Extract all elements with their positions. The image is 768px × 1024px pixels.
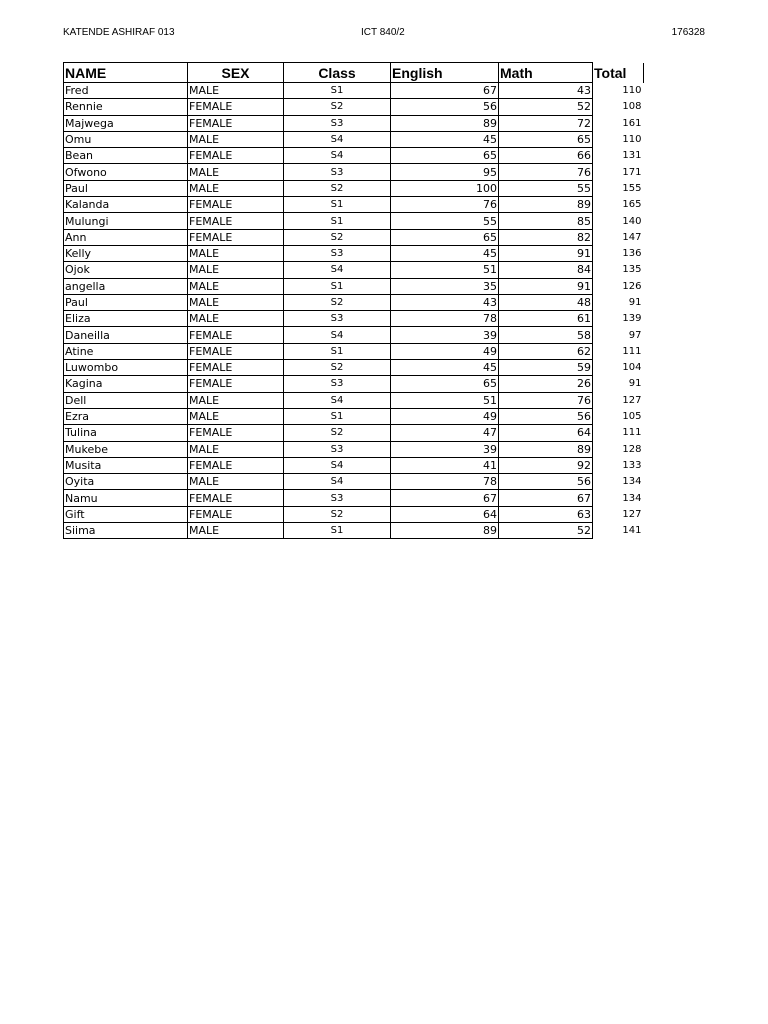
cell-math: 89: [499, 441, 593, 457]
cell-math: 48: [499, 294, 593, 310]
cell-english: 56: [391, 99, 499, 115]
cell-math: 92: [499, 457, 593, 473]
column-header-name: NAME: [64, 63, 188, 83]
cell-sex: MALE: [188, 392, 284, 408]
cell-english: 89: [391, 115, 499, 131]
header-student-name: KATENDE ASHIRAF 013: [63, 27, 175, 38]
table-row: [64, 262, 644, 278]
cell-math: 89: [499, 197, 593, 213]
cell-sex: FEMALE: [188, 506, 284, 522]
cell-name: Ojok: [64, 262, 188, 278]
cell-class: S4: [284, 392, 391, 408]
cell-class: S3: [284, 164, 391, 180]
cell-name: Mukebe: [64, 441, 188, 457]
cell-english: 43: [391, 294, 499, 310]
header-row: [64, 63, 644, 83]
cell-total: 131: [622, 150, 642, 162]
cell-sex: MALE: [188, 311, 284, 327]
cell-math: 59: [499, 360, 593, 376]
cell-name: Bean: [64, 148, 188, 164]
cell-name: Luwombo: [64, 360, 188, 376]
cell-english: 67: [391, 490, 499, 506]
table-row: [64, 83, 644, 99]
table-row: [64, 229, 644, 245]
cell-sex: MALE: [188, 131, 284, 147]
results-table: [63, 62, 644, 539]
cell-english: 64: [391, 506, 499, 522]
cell-total: 91: [628, 297, 642, 308]
cell-english: 89: [391, 523, 499, 539]
cell-sex: MALE: [188, 523, 284, 539]
cell-total: 108: [622, 101, 642, 113]
cell-english: 55: [391, 213, 499, 229]
cell-class: S3: [284, 115, 391, 131]
cell-name: Musita: [64, 457, 188, 473]
cell-class: S1: [284, 213, 391, 229]
cell-total: 111: [622, 427, 642, 439]
cell-name: Fred: [64, 83, 188, 99]
cell-english: 35: [391, 278, 499, 294]
cell-class: S4: [284, 457, 391, 473]
cell-sex: MALE: [188, 294, 284, 310]
cell-total: 165: [622, 199, 642, 211]
cell-total: 104: [622, 362, 642, 374]
header-paper-code: ICT 840/2: [361, 27, 405, 38]
cell-class: S2: [284, 294, 391, 310]
table-row: [64, 490, 644, 506]
cell-total: 155: [622, 182, 642, 194]
cell-name: Tulina: [64, 425, 188, 441]
cell-sex: MALE: [188, 278, 284, 294]
cell-class: S3: [284, 441, 391, 457]
cell-name: angella: [64, 278, 188, 294]
cell-math: 62: [499, 343, 593, 359]
cell-math: 82: [499, 229, 593, 245]
table-row: [64, 506, 644, 522]
cell-name: Rennie: [64, 99, 188, 115]
cell-english: 65: [391, 229, 499, 245]
cell-total: 161: [622, 117, 642, 129]
table-row: [64, 441, 644, 457]
cell-math: 56: [499, 474, 593, 490]
cell-name: Namu: [64, 490, 188, 506]
cell-math: 84: [499, 262, 593, 278]
table-row: [64, 148, 644, 164]
column-header-math: Math: [499, 63, 593, 83]
cell-sex: FEMALE: [188, 376, 284, 392]
cell-math: 65: [499, 131, 593, 147]
cell-math: 26: [499, 376, 593, 392]
cell-sex: MALE: [188, 180, 284, 196]
cell-total: 136: [622, 248, 642, 260]
column-header-class: Class: [284, 63, 391, 83]
cell-class: S3: [284, 490, 391, 506]
cell-math: 52: [499, 523, 593, 539]
table-row: [64, 408, 644, 424]
cell-math: 76: [499, 392, 593, 408]
cell-total: 141: [622, 525, 642, 537]
column-header-english: English: [391, 63, 499, 83]
cell-total: 134: [622, 492, 642, 504]
cell-english: 95: [391, 164, 499, 180]
cell-english: 51: [391, 392, 499, 408]
cell-name: Ann: [64, 229, 188, 245]
cell-name: Eliza: [64, 311, 188, 327]
cell-class: S2: [284, 180, 391, 196]
cell-name: Omu: [64, 131, 188, 147]
cell-name: Kalanda: [64, 197, 188, 213]
cell-english: 78: [391, 474, 499, 490]
table-row: [64, 343, 644, 359]
cell-name: Siima: [64, 523, 188, 539]
cell-name: Atine: [64, 343, 188, 359]
cell-name: Kelly: [64, 245, 188, 261]
cell-class: S4: [284, 262, 391, 278]
cell-class: S1: [284, 197, 391, 213]
cell-english: 65: [391, 376, 499, 392]
table-row: [64, 311, 644, 327]
cell-sex: MALE: [188, 408, 284, 424]
cell-name: Paul: [64, 294, 188, 310]
cell-class: S2: [284, 506, 391, 522]
cell-total: 127: [622, 508, 642, 520]
cell-english: 100: [391, 180, 499, 196]
cell-math: 56: [499, 408, 593, 424]
cell-class: S2: [284, 99, 391, 115]
cell-class: S1: [284, 83, 391, 99]
cell-class: S2: [284, 425, 391, 441]
cell-total: 133: [622, 459, 642, 471]
table-row: [64, 99, 644, 115]
table-row: [64, 327, 644, 343]
cell-math: 61: [499, 311, 593, 327]
table-row: [64, 474, 644, 490]
cell-math: 66: [499, 148, 593, 164]
cell-class: S4: [284, 327, 391, 343]
cell-sex: FEMALE: [188, 115, 284, 131]
table-row: [64, 523, 644, 539]
cell-name: Kagina: [64, 376, 188, 392]
cell-total: 127: [622, 394, 642, 406]
cell-sex: FEMALE: [188, 99, 284, 115]
table-row: [64, 392, 644, 408]
cell-math: 85: [499, 213, 593, 229]
cell-math: 43: [499, 83, 593, 99]
cell-sex: FEMALE: [188, 197, 284, 213]
cell-english: 47: [391, 425, 499, 441]
cell-math: 91: [499, 278, 593, 294]
cell-sex: FEMALE: [188, 229, 284, 245]
cell-english: 39: [391, 441, 499, 457]
header-index-number: 176328: [671, 27, 705, 38]
table-row: [64, 360, 644, 376]
table-row: [64, 376, 644, 392]
cell-math: 52: [499, 99, 593, 115]
cell-english: 49: [391, 343, 499, 359]
cell-sex: MALE: [188, 245, 284, 261]
cell-math: 91: [499, 245, 593, 261]
cell-english: 45: [391, 245, 499, 261]
table-row: [64, 425, 644, 441]
cell-name: Dell: [64, 392, 188, 408]
cell-total: 134: [622, 476, 642, 488]
cell-total: 140: [622, 215, 642, 227]
cell-sex: FEMALE: [188, 360, 284, 376]
cell-math: 58: [499, 327, 593, 343]
cell-total: 135: [622, 264, 642, 276]
cell-math: 64: [499, 425, 593, 441]
cell-total: 147: [622, 231, 642, 243]
cell-total: 139: [622, 313, 642, 325]
cell-total: 91: [628, 378, 642, 390]
table-row: [64, 131, 644, 147]
cell-math: 63: [499, 506, 593, 522]
table-row: [64, 115, 644, 131]
cell-class: S1: [284, 523, 391, 539]
cell-class: S4: [284, 131, 391, 147]
cell-math: 76: [499, 164, 593, 180]
cell-sex: MALE: [188, 83, 284, 99]
cell-total: 126: [622, 280, 642, 292]
cell-name: Gift: [64, 506, 188, 522]
table-row: [64, 457, 644, 473]
cell-math: 55: [499, 180, 593, 196]
cell-name: Paul: [64, 180, 188, 196]
cell-name: Mulungi: [64, 213, 188, 229]
cell-name: Oyita: [64, 474, 188, 490]
cell-sex: FEMALE: [188, 343, 284, 359]
cell-sex: FEMALE: [188, 425, 284, 441]
column-header-sex: SEX: [188, 63, 284, 83]
cell-class: S4: [284, 474, 391, 490]
cell-name: Ofwono: [64, 164, 188, 180]
cell-english: 76: [391, 197, 499, 213]
table-row: [64, 164, 644, 180]
cell-class: S3: [284, 311, 391, 327]
table-row: [64, 197, 644, 213]
table-row: [64, 294, 644, 310]
cell-english: 51: [391, 262, 499, 278]
cell-english: 49: [391, 408, 499, 424]
cell-english: 78: [391, 311, 499, 327]
cell-class: S4: [284, 148, 391, 164]
cell-class: S3: [284, 376, 391, 392]
table-row: [64, 213, 644, 229]
cell-english: 41: [391, 457, 499, 473]
cell-total: 97: [628, 329, 642, 341]
cell-sex: MALE: [188, 164, 284, 180]
cell-class: S1: [284, 278, 391, 294]
cell-name: Ezra: [64, 408, 188, 424]
cell-class: S1: [284, 343, 391, 359]
cell-name: Daneilla: [64, 327, 188, 343]
cell-sex: MALE: [188, 441, 284, 457]
cell-sex: FEMALE: [188, 457, 284, 473]
cell-sex: MALE: [188, 474, 284, 490]
cell-english: 45: [391, 131, 499, 147]
cell-sex: FEMALE: [188, 148, 284, 164]
table-row: [64, 180, 644, 196]
table-row: [64, 278, 644, 294]
cell-english: 67: [391, 83, 499, 99]
cell-math: 67: [499, 490, 593, 506]
table-row: [64, 245, 644, 261]
cell-class: S3: [284, 245, 391, 261]
cell-sex: FEMALE: [188, 213, 284, 229]
cell-sex: FEMALE: [188, 327, 284, 343]
cell-math: 72: [499, 115, 593, 131]
cell-total: 111: [622, 345, 642, 357]
cell-sex: MALE: [188, 262, 284, 278]
cell-class: S2: [284, 229, 391, 245]
cell-total: 110: [622, 85, 642, 97]
cell-class: S1: [284, 408, 391, 424]
cell-total: 171: [622, 166, 642, 178]
cell-total: 128: [622, 443, 642, 455]
cell-english: 65: [391, 148, 499, 164]
cell-total: 105: [622, 411, 642, 423]
cell-sex: FEMALE: [188, 490, 284, 506]
cell-name: Majwega: [64, 115, 188, 131]
cell-english: 45: [391, 360, 499, 376]
cell-english: 39: [391, 327, 499, 343]
cell-total: 110: [622, 134, 642, 146]
column-header-total: Total: [593, 63, 644, 83]
cell-class: S2: [284, 360, 391, 376]
